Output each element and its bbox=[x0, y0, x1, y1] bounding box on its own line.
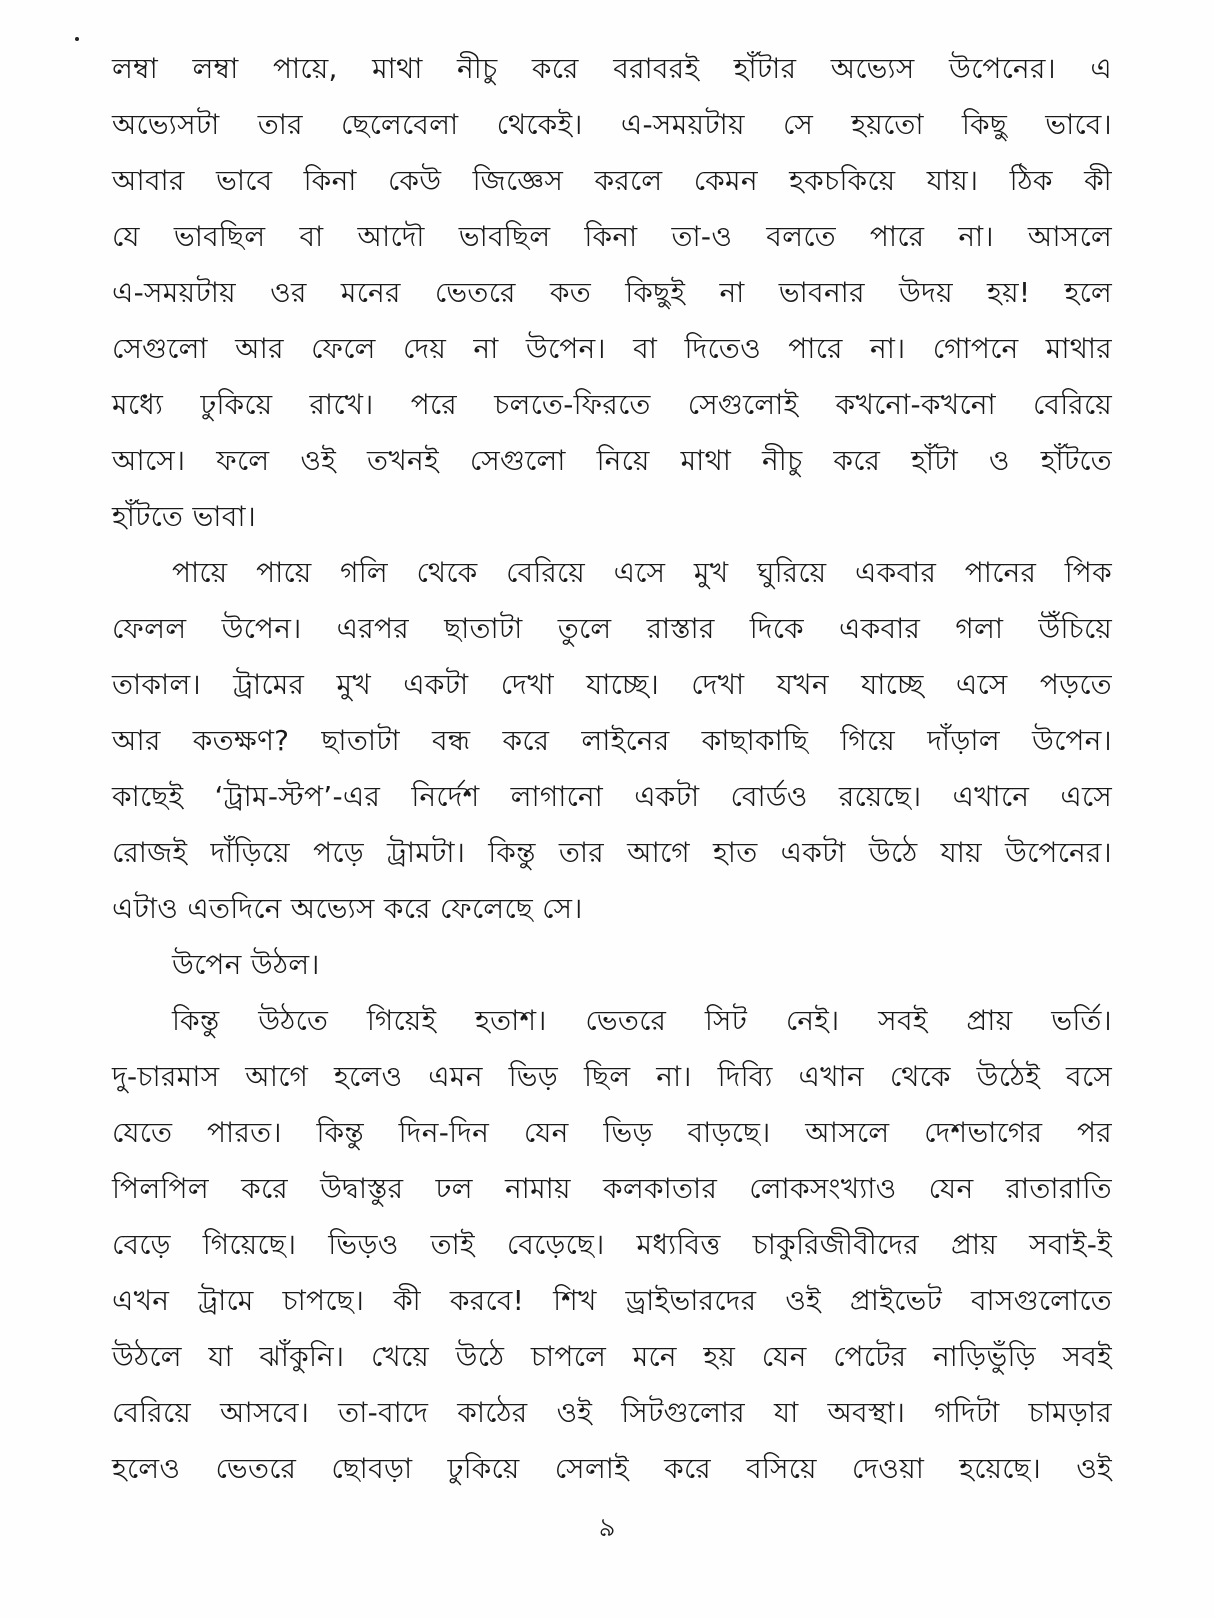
text-line: আসে। ফলে ওই তখনই সেগুলো নিয়ে মাথা নীচু করে হাঁটা ও হাঁটতে bbox=[112, 444, 1112, 477]
text-line: তাকাল। ট্রামের মুখ একটা দেখা যাচ্ছে। দেখা যখন যাচ্ছে এসে পড়তে bbox=[112, 668, 1112, 701]
text-line: যেতে পারত। কিন্তু দিন-দিন যেন ভিড় বাড়ছে। আসলে দেশভাগের পর bbox=[112, 1116, 1112, 1149]
text-line: অভ্যেসটা তার ছেলেবেলা থেকেই। এ-সময়টায় সে হয়তো কিছু ভাবে। bbox=[112, 108, 1112, 141]
text-line: এখন ট্রামে চাপছে। কী করবে! শিখ ড্রাইভারদের ওই প্রাইভেট বাসগুলোতে bbox=[112, 1284, 1112, 1317]
text-line: লম্বা লম্বা পায়ে, মাথা নীচু করে বরাবরই হাঁটার অভ্যেস উপেনের। এ bbox=[112, 52, 1112, 85]
text-line: পায়ে পায়ে গলি থেকে বেরিয়ে এসে মুখ ঘুরিয়ে একবার পানের পিক bbox=[172, 556, 1112, 589]
text-line: বেরিয়ে আসবে। তা-বাদে কাঠের ওই সিটগুলোর যা অবস্থা। গদিটা চামড়ার bbox=[112, 1396, 1112, 1429]
text-line: এটাও এতদিনে অভ্যেস করে ফেলেছে সে। bbox=[112, 892, 583, 925]
text-line: সেগুলো আর ফেলে দেয় না উপেন। বা দিতেও পারে না। গোপনে মাথার bbox=[112, 332, 1112, 365]
text-line: উপেন উঠল। bbox=[172, 948, 320, 981]
text-line: আবার ভাবে কিনা কেউ জিজ্ঞেস করলে কেমন হকচকিয়ে যায়। ঠিক কী bbox=[112, 164, 1112, 197]
text-line: আর কতক্ষণ? ছাতাটা বন্ধ করে লাইনের কাছাকাছি গিয়ে দাঁড়াল উপেন। bbox=[112, 724, 1112, 757]
text-line: কাছেই ‘ট্রাম-স্টপ’-এর নির্দেশ লাগানো একটা বোর্ডও রয়েছে। এখানে এসে bbox=[112, 780, 1112, 813]
text-line: কিন্তু উঠতে গিয়েই হতাশ। ভেতরে সিট নেই। সবই প্রায় ভর্তি। bbox=[172, 1004, 1112, 1037]
text-line: যে ভাবছিল বা আদৌ ভাবছিল কিনা তা-ও বলতে পারে না। আসলে bbox=[112, 220, 1112, 253]
text-line: উঠলে যা ঝাঁকুনি। খেয়ে উঠে চাপলে মনে হয় যেন পেটের নাড়িভুঁড়ি সবই bbox=[112, 1340, 1112, 1373]
text-line: ফেলল উপেন। এরপর ছাতাটা তুলে রাস্তার দিকে একবার গলা উঁচিয়ে bbox=[112, 612, 1112, 645]
text-line: বেড়ে গিয়েছে। ভিড়ও তাই বেড়েছে। মধ্যবিত্ত চাকুরিজীবীদের প্রায় সবাই-ই bbox=[112, 1228, 1112, 1261]
page-number: ৯ bbox=[598, 1513, 616, 1543]
text-line: হলেও ভেতরে ছোবড়া ঢুকিয়ে সেলাই করে বসিয়ে দেওয়া হয়েছে। ওই bbox=[112, 1452, 1112, 1485]
text-line: মধ্যে ঢুকিয়ে রাখে। পরে চলতে-ফিরতে সেগুলোই কখনো-কখনো বেরিয়ে bbox=[112, 388, 1112, 421]
text-line: হাঁটতে ভাবা। bbox=[112, 500, 257, 533]
text-line: রোজই দাঁড়িয়ে পড়ে ট্রামটা। কিন্তু তার আগে হাত একটা উঠে যায় উপেনের। bbox=[112, 836, 1112, 869]
text-line: এ-সময়টায় ওর মনের ভেতরে কত কিছুই না ভাবনার উদয় হয়! হলে bbox=[112, 276, 1112, 309]
text-line: দু-চারমাস আগে হলেও এমন ভিড় ছিল না। দিব্যি এখান থেকে উঠেই বসে bbox=[112, 1060, 1112, 1093]
scan-speck bbox=[75, 37, 79, 41]
text-line: পিলপিল করে উদ্বাস্তুর ঢল নামায় কলকাতার লোকসংখ্যাও যেন রাতারাতি bbox=[112, 1172, 1112, 1205]
